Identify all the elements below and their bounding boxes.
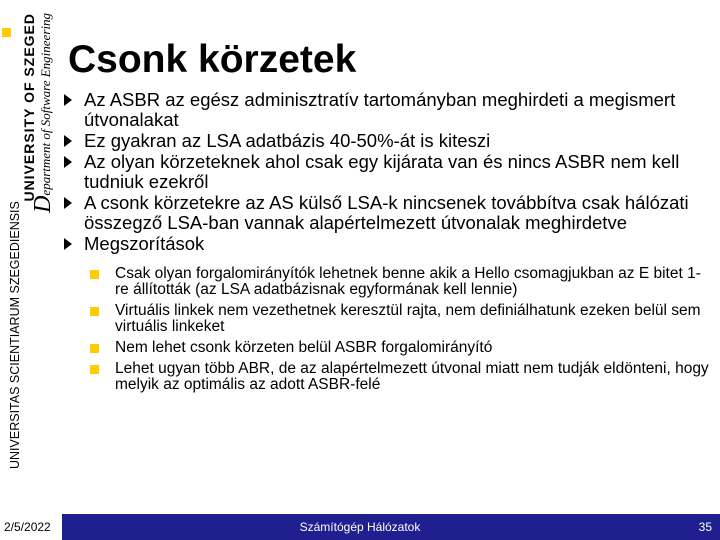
slide-content: [62, 90, 712, 398]
footer-date: 2/5/2022: [0, 514, 62, 540]
triangle-bullet-icon: [64, 156, 72, 168]
department-rest: epartment of Software Engineering: [37, 13, 53, 196]
triangle-bullet-icon: [64, 94, 72, 106]
bullet-item: [62, 90, 712, 130]
bullet-item: [62, 152, 712, 192]
sub-bullet-text: Csak olyan forgalomirányítók lehetnek benne akik a Hello csomagjukban az E bitet 1-re állították (az LSA adatbázisnak egyformának kell lennie): [115, 265, 701, 298]
sub-bullet-item: [90, 361, 712, 393]
sub-bullet-text: Lehet ugyan több ABR, de az alapértelmezett útvonal miatt nem tudják eldönteni, hogy melyik az optimális az adott ASBR-felé: [115, 360, 709, 393]
triangle-bullet-icon: [64, 197, 72, 209]
bullet-text: Az ASBR az egész adminisztratív tartományban meghirdeti a megismert útvonalakat: [84, 89, 676, 130]
bullet-text: Az olyan körzeteknek ahol csak egy kijárata van és nincs ASBR nem kell tudniuk ezekről: [84, 151, 680, 192]
square-bullet-icon: [90, 365, 99, 374]
sub-bullet-text: Virtuális linkek nem vezethetnek keresztül rajta, nem definiálhatunk ezeken belül sem virtuális linkeket: [115, 302, 701, 335]
sub-bullet-list: [62, 266, 712, 393]
footer-course-title: Számítógép Hálózatok: [299, 520, 421, 534]
latin-university-name: UNIVERSITAS SCIENTIARUM SZEGEDIENSIS: [7, 201, 22, 469]
square-bullet-icon: [90, 307, 99, 316]
bullet-text: A csonk körzetekre az AS külső LSA-k nincsenek továbbítva csak hálózati összegző LSA-ban vannak alapértelmezett útvonalak meghirdetve: [84, 192, 689, 233]
footer-bar: [0, 514, 720, 540]
sub-bullet-item: [90, 340, 712, 356]
bullet-item: [62, 193, 712, 233]
university-side-banner: [0, 0, 60, 470]
footer-page-number: 35: [698, 520, 712, 534]
sub-bullet-item: [90, 266, 712, 298]
square-bullet-icon: [90, 344, 99, 353]
bullet-text: Megszorítások: [84, 233, 205, 254]
bullet-text: Ez gyakran az LSA adatbázis 40-50%-át is kiteszi: [84, 130, 491, 151]
square-bullet-icon: [90, 270, 99, 279]
university-name: UNIVERSITY OF SZEGED: [20, 13, 37, 202]
triangle-bullet-icon: [64, 135, 72, 147]
bullet-item: [62, 131, 712, 151]
department-initial: D: [29, 195, 56, 213]
triangle-bullet-icon: [64, 238, 72, 250]
bullet-item: [62, 234, 712, 254]
sub-bullet-item: [90, 303, 712, 335]
sub-bullet-text: Nem lehet csonk körzeten belül ASBR forgalomirányító: [115, 339, 493, 356]
slide-title: Csonk körzetek: [68, 38, 357, 81]
department-name: [29, 5, 56, 475]
